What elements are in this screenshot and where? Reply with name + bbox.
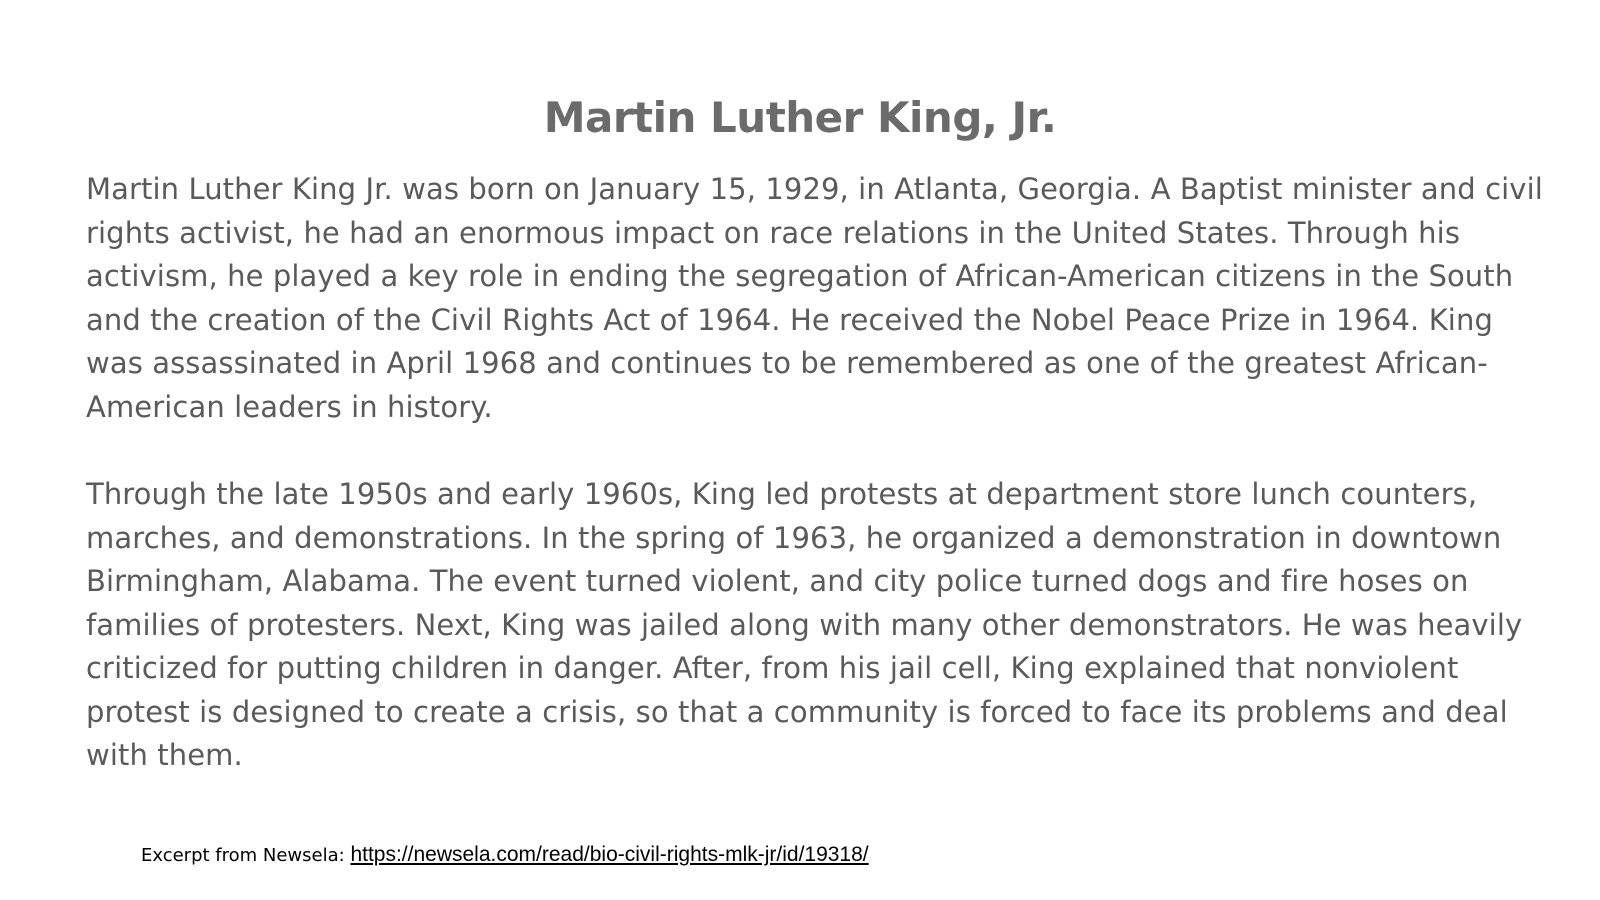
paragraph-2: Through the late 1950s and early 1960s, King led protests at department store lunch counters, marches, and demonstrations. In the spring of 1963, he organized a demonstration in downtown Birmingham, Alabama. The event turned violent, and city police turned dogs and fire hoses on families of protesters. Next, King was jailed along with many other demonstrators. He was heavily criticized for putting children in danger. After, from his jail cell, King explained that nonviolent protest is designed to create a crisis, so that a community is forced to face its problems and deal with them. bbox=[86, 477, 1523, 772]
source-citation bbox=[141, 841, 869, 870]
source-link[interactable]: https://newsela.com/read/bio-civil-rights-mlk-jr/id/19318/ bbox=[350, 843, 869, 866]
source-label: Excerpt from Newsela: bbox=[141, 845, 351, 866]
paragraph-1: Martin Luther King Jr. was born on January 15, 1929, in Atlanta, Georgia. A Baptist minister and civil rights activist, he had an enormous impact on race relations in the United States. Through his activism, he played a key role in ending the segregation of African-American citizens in the South and the creation of the Civil Rights Act of 1964. He received the Nobel Peace Prize in 1964. King was assassinated in April 1968 and continues to be remembered as one of the greatest African-American leaders in history. bbox=[86, 172, 1543, 424]
slide-title: Martin Luther King, Jr. bbox=[543, 93, 1057, 142]
